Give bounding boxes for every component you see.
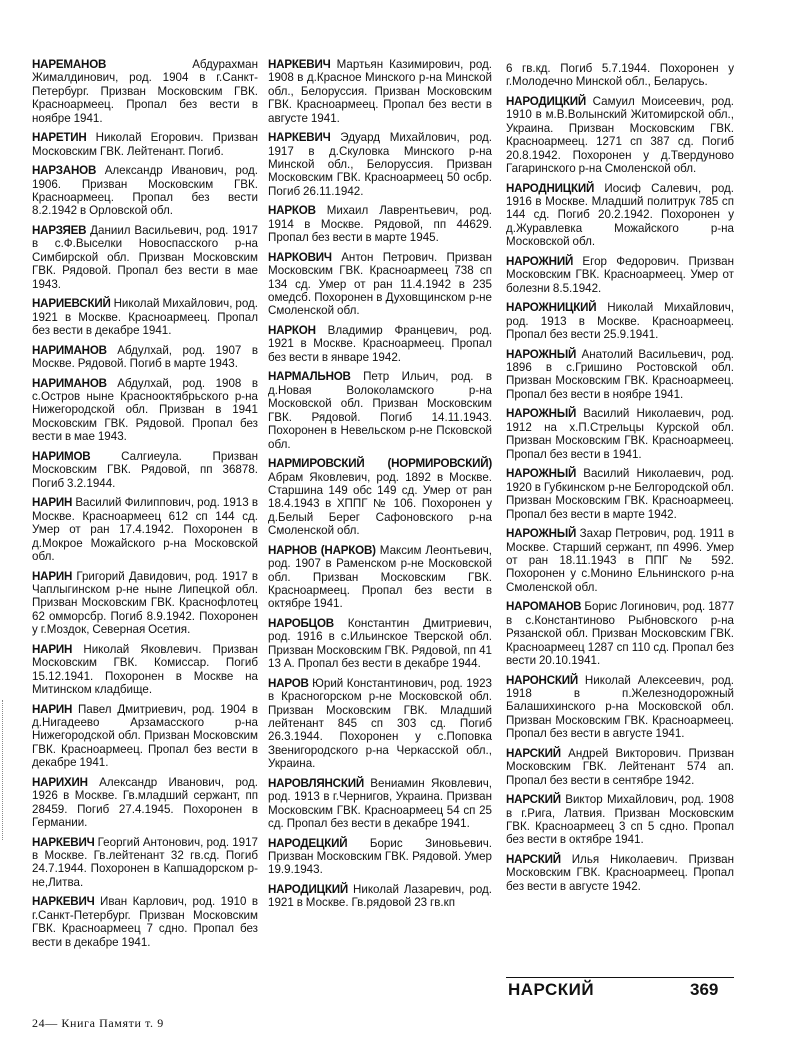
entry-text: Николай Алексеевич, род. 1918 в п.Железнодорожный Балашихинского р-на Московской обл. Призван Московским ГВК. Красноармеец. Пропал без вести в августе 1941. <box>506 673 734 741</box>
entry-text: Абдулхай, род. 1908 в с.Остров ныне Краснооктябрьского р-на Нижегородской обл. Призван в 1941 Московским ГВК. Рядовой. Пропал без вести в мае 1943. <box>32 376 258 444</box>
entry-surname: НАРЕМАНОВ <box>32 58 107 71</box>
memorial-entry <box>268 677 492 771</box>
entry-surname: НАРИН <box>32 642 73 656</box>
entry-surname: НАРКЕВИЧ <box>32 835 95 849</box>
memorial-entry <box>268 617 492 671</box>
memorial-entry <box>506 674 734 741</box>
entry-text: Владимир Францевич, род. 1921 в Москве. Красноармеец. Пропал без вести в январе 1942. <box>268 324 492 364</box>
entry-text: Николай Михайлович, род. 1921 в Москве. Красноармеец. Пропал без вести в декабре 1941. <box>32 297 259 338</box>
memorial-entry <box>32 895 258 949</box>
memorial-entry <box>506 747 734 787</box>
entry-text: Антон Петрович. Призван Московским ГВК. Красноармеец 738 сп 134 сд. Умер от ран 11.4.1942 в 235 омедсб. Похоронен в Духовщинском р-не Смоленской обл. <box>268 250 493 318</box>
memorial-entry <box>506 62 734 89</box>
entry-surname: НАРОВ <box>268 676 309 690</box>
entry-surname: НАРОНСКИЙ <box>506 673 579 687</box>
memorial-entry <box>268 457 492 537</box>
entry-surname: НАРИН <box>32 569 73 583</box>
entry-surname: НАРЕТИН <box>32 131 87 145</box>
entry-surname: НАРКЕВИЧ <box>268 58 331 71</box>
entry-text: Андрей Викторович. Призван Московским ГВК. Лейтенант 574 ап. Пропал без вести в сентябре 1942. <box>506 746 735 787</box>
entry-surname: НАРОМАНОВ <box>506 600 582 614</box>
entry-text: Александр Иванович, род. 1926 в Москве. Гв.младший сержант, пп 28459. Погиб 27.4.1945. Похоронен в Германии. <box>32 775 258 829</box>
entry-surname: НАРОБЦОВ <box>268 616 334 630</box>
entry-text: Абдурахман Жималдинович, род. 1904 в г.Санкт-Петербург. Призван Московским ГВК. Красноармеец. Пропал без вести в ноябре 1941. <box>32 58 258 125</box>
entry-surname: НАРСКИЙ <box>506 852 561 866</box>
memorial-entry <box>506 182 734 249</box>
entry-surname: НАРСКИЙ <box>506 793 561 807</box>
entry-surname: НАРИМАНОВ <box>32 343 107 357</box>
memorial-entry <box>268 204 492 244</box>
entry-text: Николай Егорович. Призван Московским ГВК. Лейтенант. Погиб. <box>32 131 258 158</box>
entry-text: Николай Яковлевич. Призван Московским ГВК. Комиссар. Погиб 15.12.1941. Похоронен в Москве на Митинском кладбище. <box>32 642 258 696</box>
memorial-entry <box>268 251 492 318</box>
entry-text: Виктор Михайлович, род. 1908 в г.Рига, Латвия. Призван Московским ГВК. Красноармеец 3 сп 5 сдно. Пропал без вести в октябре 1941. <box>506 793 735 847</box>
entry-surname: НАРОДИЦКИЙ <box>268 883 348 896</box>
running-head-rule <box>506 977 734 978</box>
entry-text: Борис Логинович, род. 1877 в с.Константиново Рыбновского р-на Рязанской обл. Призван Московским ГВК. Красноармеец 1287 сп 110 сд. Пропал без вести 20.10.1941. <box>506 600 735 667</box>
memorial-entry <box>506 95 734 175</box>
entry-surname: НАРИМАНОВ <box>32 376 107 390</box>
entry-text: Иван Карлович, род. 1910 в г.Санкт-Петербург. Призван Московским ГВК. Красноармеец 7 сдно. Пропал без вести в декабре 1941. <box>32 895 259 949</box>
entry-text: Николай Михайлович, род. 1913 в Москве. Красноармеец. Пропал без вести 25.9.1941. <box>506 301 734 342</box>
entry-surname: НАРСКИЙ <box>506 746 561 760</box>
memorial-entry <box>32 224 258 291</box>
entry-text: Борис Зиновьевич. Призван Московским ГВК. Рядовой. Умер 19.9.1943. <box>268 836 492 877</box>
entry-text: Вениамин Яковлевич, род. 1913 в г.Чернигов, Украина. Призван Московским ГВК. Красноармеец 54 сп 25 сд. Пропал без вести в декабре 1941. <box>268 776 492 830</box>
entry-text: Егор Федорович. Призван Московским ГВК. Красноармеец. Умер от болезни 8.5.1942. <box>506 254 734 295</box>
column-3 <box>506 62 734 899</box>
column-2 <box>268 58 492 916</box>
memorial-entry <box>32 496 258 563</box>
memorial-entry <box>268 324 492 364</box>
entry-surname: НАРКОВ <box>268 204 316 218</box>
column-1 <box>32 58 258 955</box>
entry-text: Иосиф Салевич, род. 1916 в Москве. Младший политрук 785 сп 144 сд. Погиб 20.2.1942. Похоронен у д.Журавлевка Можайского р-на Московской обл. <box>506 181 735 249</box>
entry-surname: НАРОЖНЫЙ <box>506 347 577 361</box>
entry-surname: НАРИЕВСКИЙ <box>32 297 111 311</box>
entry-text: Григорий Давидович, род. 1917 в Чаплыгинском р-не ныне Липецкой обл. Призван Московским ГВК. Краснофлотец 62 омморсбр. Погиб 8.9.1942. Похоронен у г.Моздок, Северная Осетия. <box>32 569 259 637</box>
memorial-entry <box>506 467 734 521</box>
entry-surname: НАРКЕВИЧ <box>32 895 95 909</box>
entry-surname: НАРМИРОВСКИЙ (НОРМИРОВСКИЙ) <box>268 457 492 471</box>
entry-text: Абрам Яковлевич, род. 1892 в Москве. Старшина 149 обс 149 сд. Умер от ран 18.4.1943 в ХППГ № 106. Похоронен у д.Белый Берег Сафоновского р-на Смоленской обл. <box>268 470 492 538</box>
entry-surname: НАРНОВ (НАРКОВ) <box>268 543 376 557</box>
memorial-entry <box>268 544 492 611</box>
entry-text: Василий Николаевич, род. 1920 в Губкинском р-не Белгородской обл. Призван Московским ГВК. Красноармеец. Пропал без вести в марте 1942. <box>506 467 734 521</box>
entry-surname: НАРИМОВ <box>32 449 91 463</box>
entry-text: Василий Николаевич, род. 1912 на х.П.Стрельцы Курской обл. Призван Московским ГВК. Красноармеец. Пропал без вести в 1941. <box>506 407 734 461</box>
entry-surname: НАРОВЛЯНСКИЙ <box>268 776 364 790</box>
memorial-entry <box>32 58 258 125</box>
memorial-entry <box>32 703 258 770</box>
entry-text: Даниил Васильевич, род. 1917 в с.Ф.Выселки Новоспасского р-на Симбирской обл. Призван Московским ГВК. Рядовой. Пропал без вести в мае 1943. <box>32 224 258 291</box>
entry-text: 6 гв.кд. Погиб 5.7.1944. Похоронен у г.Молодечно Минской обл., Беларусь. <box>506 62 734 89</box>
entry-text: Илья Николаевич. Призван Московским ГВК. Красноармеец. Пропал без вести в августе 1942. <box>506 852 735 893</box>
entry-text: Петр Ильич, род. в д.Новая Волоколамского р-на Московской обл. Призван Московским ГВК. Рядовой. Погиб 14.11.1943. Похоронен в Невельском р-не Псковской обл. <box>268 370 492 451</box>
entry-surname: НАРИХИН <box>32 775 88 789</box>
memorial-entry <box>268 777 492 831</box>
entry-surname: НАРИН <box>32 496 73 510</box>
memorial-entry <box>268 883 492 910</box>
memorial-entry <box>32 164 258 218</box>
entry-surname: НАРОДЕЦКИЙ <box>268 836 348 850</box>
entry-text: Михаил Лаврентьевич, род. 1914 в Москве. Рядовой, пп 44629. Пропал без вести в марте 1945. <box>268 204 493 245</box>
entry-text: Константин Дмитриевич, род. 1916 в с.Ильинское Тверской обл. Призван Московским ГВК. Рядовой, пп 41 13 А. Пропал без вести в декабре 1944. <box>268 616 492 671</box>
entry-surname: НАРКЕВИЧ <box>268 131 331 145</box>
memorial-entry <box>32 131 258 158</box>
entry-text: Василий Филиппович, род. 1913 в Москве. Красноармеец 612 сп 144 сд. Умер от ран 17.4.1942. Похоронен в д.Мокрое Можайского р-на Московской обл. <box>32 496 258 563</box>
memorial-entry <box>32 776 258 830</box>
memorial-entry <box>506 407 734 461</box>
memorial-entry <box>506 793 734 847</box>
memorial-entry <box>268 837 492 877</box>
entry-text: Захар Петрович, род. 1911 в Москве. Старший сержант, пп 4996. Умер от ран 18.11.1943 в ППГ № 592. Похоронен у с.Монино Ельнинского р-на Смоленской обл. <box>506 527 734 594</box>
memorial-entry <box>506 301 734 341</box>
memorial-entry <box>506 348 734 402</box>
memorial-entry <box>32 297 258 337</box>
entry-surname: НАРОЖНЫЙ <box>506 527 577 541</box>
entry-surname: НАРОЖНИЦКИЙ <box>506 301 597 315</box>
memorial-entry <box>32 836 258 890</box>
page-number: 369 <box>690 980 719 999</box>
memorial-entry <box>506 527 734 594</box>
memorial-entry <box>32 450 258 490</box>
entry-text: Эдуард Михайлович, род. 1917 в д.Скуловка Минского р-на Минской обл., Белоруссия. Призван Московским ГВК. Красноармеец 50 осбр. Погиб 26.11.1942. <box>268 131 492 198</box>
entry-text: Абдулхай, род. 1907 в Москве. Рядовой. Погиб в марте 1943. <box>32 343 258 371</box>
memorial-entry <box>506 853 734 893</box>
entry-text: Самуил Моисеевич, род. 1910 в м.В.Волынский Житомирской обл., Украина. Призван Московским ГВК. Красноармеец. 1271 сп 387 сд. Погиб 20.8.1942. Похоронен у д.Твердуново Гагаринского р-на Смоленской обл. <box>506 95 734 176</box>
memorial-entry <box>32 643 258 697</box>
entry-text: Анатолий Васильевич, род. 1896 в с.Гришино Ростовской обл. Призван Московским ГВК. Красноармеец. Пропал без вести в ноябре 1941. <box>506 347 734 401</box>
entry-surname: НАРКОВИЧ <box>268 250 332 264</box>
memorial-entry <box>268 58 492 125</box>
memorial-entry <box>506 600 734 667</box>
entry-text: Николай Лазаревич, род. 1921 в Москве. Гв.рядовой 23 гв.кп <box>268 883 492 910</box>
entry-surname: НАРОЖНЫЙ <box>506 407 577 421</box>
scan-margin-mark <box>2 700 6 840</box>
entry-surname: НАРОЖНИЙ <box>506 254 574 268</box>
running-head: НАРСКИЙ <box>508 980 595 999</box>
entry-text: Александр Иванович, род. 1906. Призван Московским ГВК. Красноармеец. Пропал без вести 8.2.1942 в Орловской обл. <box>32 164 258 218</box>
entry-text: Максим Леонтьевич, род. 1907 в Раменском р-не Московской обл. Призван Московским ГВК. Красноармеец. Пропал без вести в октябре 1941. <box>268 543 492 611</box>
memorial-entry <box>32 344 258 371</box>
memorial-entry <box>506 255 734 295</box>
entry-text: Павел Дмитриевич, род. 1904 в д.Нигадеево Арзамасского р-на Нижегородской обл. Призван Московским ГВК. Красноармеец. Пропал без вести в декабре 1941. <box>32 702 259 770</box>
entry-surname: НАРОДНИЦКИЙ <box>506 181 595 195</box>
memorial-entry <box>32 377 258 444</box>
entry-surname: НАРЗЯЕВ <box>32 224 87 238</box>
entry-text: Георгий Антонович, род. 1917 в Москве. Гв.лейтенант 32 гв.сд. Погиб 24.7.1944. Похоронен в Капшадорском р-не,Литва. <box>32 835 258 889</box>
memorial-entry <box>268 131 492 198</box>
entry-text: Юрий Константинович, род. 1923 в Красногорском р-не Московской обл. Призван Московским ГВК. Младший лейтенант 845 сп 303 сд. Погиб 26.3.1944. Похоронен у с.Поповка Звенигородского р-на Черкасской обл., Украина. <box>268 676 493 771</box>
memorial-entry <box>268 370 492 450</box>
entry-surname: НАРИН <box>32 702 73 716</box>
memorial-entry <box>32 570 258 637</box>
entry-surname: НАРОЖНЫЙ <box>506 467 577 481</box>
entry-text: Мартьян Казимирович, род. 1908 в д.Красное Минского р-на Минской обл., Белоруссия. Призван Московским ГВК. Красноармеец. Пропал без вести в августе 1941. <box>268 58 492 125</box>
entry-surname: НАРЗАНОВ <box>32 164 97 178</box>
entry-surname: НАРКОН <box>268 324 316 338</box>
entry-surname: НАРОДИЦКИЙ <box>506 95 586 108</box>
page-footer: 24— Книга Памяти т. 9 <box>32 1016 164 1030</box>
entry-text: Салгиеула. Призван Московским ГВК. Рядовой, пп 36878. Погиб 3.2.1944. <box>32 449 259 490</box>
entry-surname: НАРМАЛЬНОВ <box>268 370 351 384</box>
